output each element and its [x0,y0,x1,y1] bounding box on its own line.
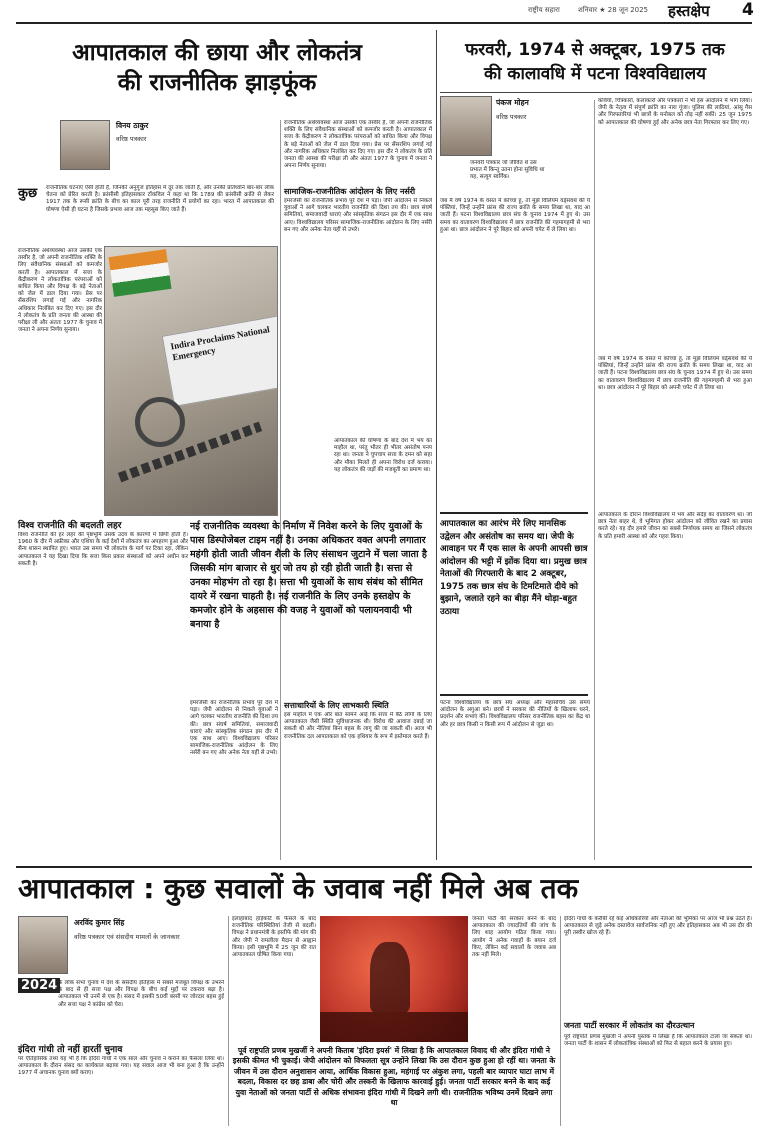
article2-rule [440,92,752,93]
article2-author-photo [440,96,492,156]
article3-author-desc: वरिष्ठ पत्रकार एवं संसदीय मामलों के जानकार [74,933,180,941]
article2-author-desc: वरिष्ठ पत्रकार [496,113,527,121]
article1-divider-a [280,120,281,860]
section-title: हस्तक्षेप [668,2,710,20]
masthead-date: शनिवार ★ 28 जून 2025 [578,6,649,14]
clipping-headline: Indira Proclaims National Emergency [169,324,271,363]
article3-divider-a [228,916,229,1126]
article3-subhead-3: जनता पार्टी सरकार में लोकतंत्र का दौरउत्थान [564,1021,695,1030]
article1-pull-quote: नई राजनीतिक व्यवस्था के निर्माण में निवेश करने के लिए युवाओं के पास डिस्पोजेबल टाइम नहीं है। उनका अधिकतर वक्त अपनी लगातार महंगी होती जाती जीवन शैली के लिए संसाधन जुटाने में चला जाता है जिसकी मांग बाजार से धुर जो तय हो रही होती जाती है। सत्ता से उनका मोहभंग तो रहा है। सत्ता भी युवाओं के साथ संबंध को सीमित दायरे में रखना चाहती है। नई राजनीति के लिए उनके हस्तक्षेप के कमजोर होने के अहसास की वजह ने युवाओं को पलायनवादी भी बनाया है [190,521,427,630]
article3-col4: इंदिरा गांधी के करीबी रहे कई अधिकारियों और नेताओं की भूमिका पर आज भी प्रश्न उठते हैं। आपातकाल से जुड़े अनेक दस्तावेज सार्वजनिक नहीं हुए और इतिहासकार अब भी उस दौर की पूरी तस्वीर खोज रहे हैं। [564,916,752,937]
masthead-paper: राष्ट्रीय सहारा [528,6,560,14]
article1-headline-line2: की राजनीतिक झाड़फूंक [117,70,317,96]
article1-intro: राजनीतिक घटनाएं ऐसी होती हैं, जिनकी अनुगूंज इतिहास में दूर तक जाती है, और उनकी प्रतिध्वनि बार-बार लोक चेतना को प्रेरित करती है। फ्रांसीसी इतिहासकार टॉकविल ने कहा था कि 1789 की फ्रांसीसी क्रांति से लेकर 1917 तक के रूसी क्रांति के बीच का काल पूरी तरह राजनीति में प्रयोगों का रहा। भारत में आपातकाल की घोषणा ऐसी ही घटना है जिसके प्रभाव आज तक महसूस किए जाते हैं। [46,185,274,213]
article2-pull-quote-box [440,512,588,696]
article2-author-name: पंकज मोहन [496,98,529,107]
article1-col3b: इस माहौल में एक और बात सामने आई कि सत्ता में बैठे लोगों के लिए आपातकाल जैसी स्थिति सुविधाजनक थी। विरोध की आवाज दबाई जा सकती थी और नीतियां बिना बहस के लागू की जा सकती थीं। आज भी राजनीतिक दल आपातकाल को एक हथियार के रूप में इस्तेमाल करते हैं। [284,712,432,740]
emergency-photo-collage [104,246,278,516]
article1-col3: आपातकाल की घोषणा के बाद देश में भय का माहौल था, परंतु भीतर ही भीतर असंतोष पनप रहा था। जनता ने चुपचाप सत्ता के दमन को सहा और मौका मिलते ही अपना विरोध दर्ज कराया। यह लोकतंत्र की जड़ों की मजबूती का प्रमाण था। [334,438,432,473]
article3-author-photo [18,916,68,974]
article3-divider-b [560,916,561,1126]
crowd-silhouette [320,1012,468,1042]
year-tag: 2024 [18,978,60,993]
section-divider [16,866,752,868]
article1-headline [18,38,416,98]
article3-col3: जनता पार्टी की सरकार बनने के बाद आपातकाल की ज्यादतियों की जांच के लिए शाह आयोग गठित किया गया। आयोग ने अनेक गवाहों के बयान दर्ज किए, लेकिन कई सवालों के जवाब अब तक नहीं मिले। [472,916,556,959]
article2-pull-quote: आपातकाल का आरंभ मेरे लिए मानसिक उद्वेलन और असंतोष का समय था। जेपी के आवाहन पर मैं एक साल के अपनी आपसी छात्र आंदोलन की भट्टी में झोंक दिया था। प्रमुख छात्र नेताओं की गिरफ्तारी के बाद 2 अक्टूबर, 1975 तक छात्र संघ के टिमटिमाते दीये को बुझाने, जलाते रहने का बीड़ा मैंने थोड़ा-बहुत उठाया [440,519,588,617]
article2-col3-cont: जब मैं वर्ष 1974 के वसंत में कोच्चा हूं, तो मुझे विलियम वर्ड्सवर्थ की ये पंक्तियां, जिन्हें उन्होंने फ्रांस की राज्य क्रांति के समय लिखा था, याद आ जाती हैं। पटना विश्वविद्यालय छात्र संघ के चुनाव 1974 में हुए थे। उस समय का वातावरण विश्वविद्यालय में छात्र राजनीति की गहमागहमी से भरा हुआ था। छात्र आंदोलन ने पूरे बिहार को अपनी चपेट में ले लिया था। [598,356,752,391]
article-divider [436,30,437,860]
article1-col1b: विश्व राजनीति की हर लहर की पृष्ठभूमि उसके उदय के कारणों में छिपी होती है। 1960 के दौर में अफ्रीका और एशिया के कई देशों में लोकतंत्र का अपहरण हुआ और सैन्य शासन स्थापित हुए। भारत उस समय भी लोकतंत्र के मार्ग पर टिका रहा, लेकिन आपातकाल ने यह दिखा दिया कि सत्ता किस प्रकार संस्थाओं को अपने अधीन कर सकती है। [18,532,188,567]
article2-headline-line2: की कालावधि में पटना विश्वविद्यालय [484,64,706,84]
article3-pull-quote: पूर्व राष्ट्रपति प्रणब मुखर्जी ने अपनी किताब 'इंदिरा इयर्स' में लिखा है कि आपातकाल विवाद थी और इंदिरा गांधी ने इसकी कीमत भी चुकाई। जेपी आंदोलन को विफलता सूत्र उन्होंने लिखा कि उस दौरान कुछ हुआ हो रहीं था। जनता के जीवन में उस दौरान अनुशासन आया, आर्थिक विकास हुआ, महंगाई पर अंकुश लगा, पहली बार व्यापार घाटा लाभ में बदला, विकास दर छह डाबा और चोरी और तस्करी के खिलाफ कारवाई हुई। जनता पार्टी सरकार बनने के बाद कई युवा नेताओं को जनता पार्टी से अधिक संभावना इंदिरा गांधी में दिखने लगी थी। राजनीतिक भविष्य उनमें दिखने लगा था [232,1046,556,1108]
article2-col1: जब मैं वर्ष 1974 के वसंत में कोच्चा हूं, तो मुझे विलियम वर्ड्सवर्थ की ये पंक्तियां, जिन्हें उन्होंने फ्रांस की राज्य क्रांति के समय लिखा था, याद आ जाती हैं। पटना विश्वविद्यालय छात्र संघ के चुनाव 1974 में हुए थे। उस समय का वातावरण विश्वविद्यालय में छात्र राजनीति की गहमागहमी से भरा हुआ था। छात्र आंदोलन ने पूरे बिहार को अपनी चपेट में ले लिया था। [440,198,590,233]
article1-subhead-2: सामाजिक-राजनीतिक आंदोलन के लिए नर्सरी [284,187,416,196]
article3-col1: के लोक सभा चुनाव में देश के संसदीय इतिहास में सबसे मजबूत विपक्ष के उभरने के बाद से ही सत्ता पक्ष और विपक्ष के बीच कई मुद्दों पर टकराव बढ़ा है। आपातकाल भी उनमें से एक है। संसद में इसकी 50वीं बरसी पर जोरदार बहस हुई और सत्ता पक्ष ने कांग्रेस को घेरा। [58,980,224,1008]
article3-col2: इलाहाबाद हाईकोर्ट के फैसले के बाद राजनीतिक परिस्थितियां तेजी से बदलीं। विपक्ष ने प्रधानमंत्री के इस्तीफे की मांग की और जेपी ने रामलीला मैदान से आह्वान किया। इसी पृष्ठभूमि में 25 जून की रात आपातकाल घोषित किया गया। [232,916,316,959]
article1-author-name: विनय ठाकुर [116,121,149,130]
handcuffs-icon [135,397,185,447]
article1-author-desc: वरिष्ठ पत्रकार [116,135,147,143]
article3-col4b: पूर्व राष्ट्रपति प्रणब मुखर्जी ने अपनी पुस्तक में लिखा है कि आपातकाल टाला जा सकता था। जनता पार्टी के शासन में लोकतांत्रिक संस्थाओं को फिर से बहाल करने के प्रयास हुए। [564,1034,752,1048]
article3-headline: आपातकाल : कुछ सवालों के जवाब नहीं मिले अब तक [18,872,579,905]
article2-col3b: आपातकाल के दौरान विश्वविद्यालय में भय और संदेह का वातावरण था। जो छात्र नेता बाहर थे, वे भूमिगत होकर आंदोलन को जीवित रखने का प्रयास करते रहे। यह दौर हमारे जीवन का सबसे निर्णायक समय था जिसने लोकतंत्र के प्रति हमारी आस्था को और गहरा किया। [598,512,752,540]
article1-col2b: इमरजेंसी का राजनीतिक प्रभाव पूरे देश में पड़ा। जेपी आंदोलन से निकले युवाओं ने आगे चलकर भारतीय राजनीति की दिशा तय की। छात्र संघर्ष समितियां, समाजवादी धाराएं और सांस्कृतिक संगठन इस दौर में एक साथ आए। विश्वविद्यालय परिसर सामाजिक-राजनीतिक आंदोलन के लिए नर्सरी बन गए और अनेक नेता यहीं से उभरे। [284,198,432,233]
article1-subhead-3: सत्ताधारियों के लिए लाभकारी स्थिति [284,701,389,710]
article2-col2: पटना विश्वविद्यालय के छात्र संघ अध्यक्ष और महासचिव उस समय आंदोलन के अगुआ बने। छात्रों ने सरकार की नीतियों के खिलाफ धरने, प्रदर्शन और सभाएं कीं। विश्वविद्यालय परिसर राजनीतिक बहस का केंद्र था और हर छात्र किसी न किसी रूप में आंदोलन से जुड़ा था। [440,700,590,728]
article1-col1c: इमरजेंसी का राजनीतिक प्रभाव पूरे देश में पड़ा। जेपी आंदोलन से निकले युवाओं ने आगे चलकर भारतीय राजनीति की दिशा तय की। छात्र संघर्ष समितियां, समाजवादी धाराएं और सांस्कृतिक संगठन इस दौर में एक साथ आए। विश्वविद्यालय परिसर सामाजिक-राजनीतिक आंदोलन के लिए नर्सरी बन गए और अनेक नेता यहीं से उभरे। [190,700,278,757]
masthead [0,0,768,22]
article1-col2: राजनीतिक अर्थव्यवस्था आज उसकी एक तस्वीर है, जो अपनी राजनीतिक शक्ति के लिए संवैधानिक संस्थाओं को कमजोर करती है। आपातकाल में सत्ता के केंद्रीकरण ने लोकतांत्रिक परंपराओं को बाधित किया और विपक्ष के बड़े नेताओं को जेल में डाल दिया गया। प्रेस पर सेंसरशिप लगाई गई और नागरिक अधिकार निलंबित कर दिए गए। इस दौर ने लोकतंत्र के प्रति जनता की आस्था की परीक्षा ली और अंततः 1977 के चुनाव में जनता ने अपना निर्णय सुनाया। [284,120,432,170]
figure-silhouette [370,942,410,1012]
article2-divider-a [594,100,595,860]
emergency-illustration [320,916,468,1042]
article1-subhead-1: विश्व राजनीति की बदलती लहर [18,521,122,531]
masthead-rule [16,22,752,24]
article1-headline-line1: आपातकाल की छाया और लोकतंत्र [72,40,362,66]
article1-col1: राजनीतिक अर्थव्यवस्था आज उसकी एक तस्वीर है, जो अपनी राजनीतिक शक्ति के लिए संवैधानिक संस्थाओं को कमजोर करती है। आपातकाल में सत्ता के केंद्रीकरण ने लोकतांत्रिक परंपराओं को बाधित किया और विपक्ष के बड़े नेताओं को जेल में डाल दिया गया। प्रेस पर सेंसरशिप लगाई गई और नागरिक अधिकार निलंबित कर दिए गए। इस दौर ने लोकतंत्र के प्रति जनता की आस्था की परीक्षा ली और अंततः 1977 के चुनाव में जनता ने अपना निर्णय सुनाया। [18,248,102,334]
article2-col3: कवियों, चित्रकारों, कलाकारों और पत्रकारों ने भी इस आंदोलन में भाग लिया। जेपी के नेतृत्व में संपूर्ण क्रांति का नारा गूंजा। पुलिस की लाठियां, आंसू गैस और गिरफ्तारियां भी छात्रों के मनोबल को तोड़ नहीं सकीं। 25 जून 1975 को आपातकाल की घोषणा हुई और अनेक छात्र नेता गिरफ्तार कर लिए गए। [598,98,752,126]
article3-subhead-1: इंदिरा गांधी तो नहीं हारतीं चुनाव [18,1045,123,1055]
flag-icon [108,249,171,297]
article2-headline [440,38,750,86]
article3-author-name: अरविंद कुमार सिंह [74,918,125,927]
article2-headline-line1: फरवरी, 1974 से अक्टूबर, 1975 तक [465,40,725,60]
article1-drop-word: कुछ [18,186,38,201]
page-number: 4 [742,0,754,20]
newspaper-clipping [162,315,278,407]
article3-col1b: पर ऐतिहासिक तथ्य यह भी है कि इंदिरा गांधी ने एक साल और चुनाव न कराने का फैसला लिया था। आपातकाल के दौरान संसद का कार्यकाल बढ़ाया गया। यह सवाल आज भी बना हुआ है कि उन्होंने 1977 में अचानक चुनाव क्यों कराए। [18,1056,224,1077]
article2-poem: जनवरी पत्रकार जो जीवित थे उस प्रभात में किन्तु उतना होना सुविधि था यह, सत्युग स्वर्गिक। [470,160,545,181]
article1-author-photo [60,120,110,170]
